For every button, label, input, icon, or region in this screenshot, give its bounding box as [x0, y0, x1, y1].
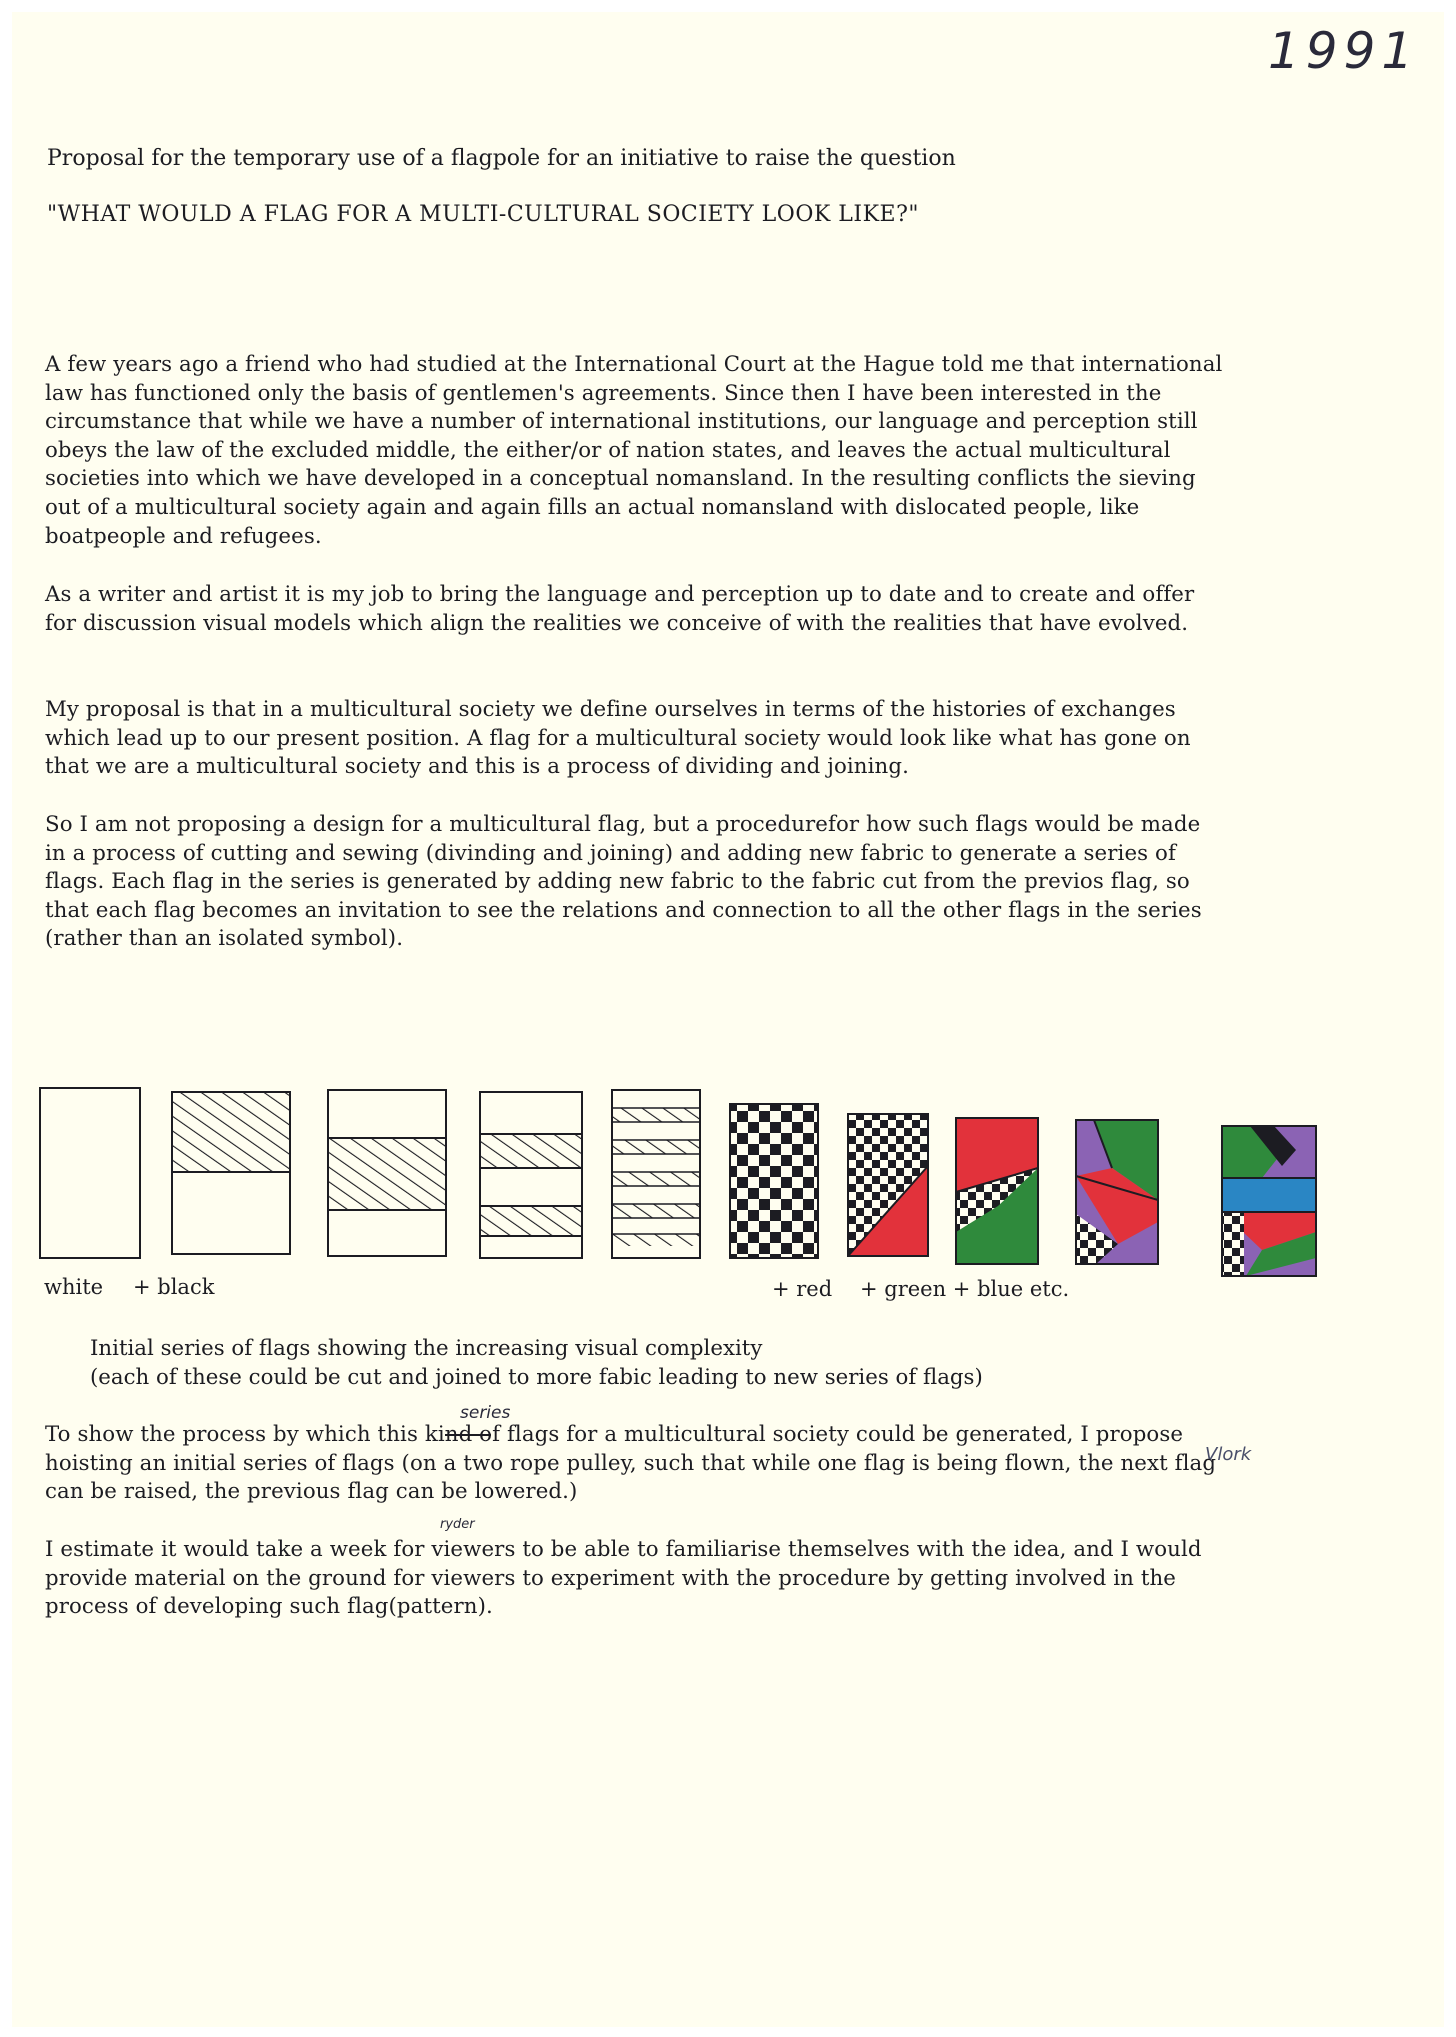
flag-4-two-bands: [480, 1092, 582, 1258]
label-green-blue: + green + blue etc.: [860, 1277, 1070, 1301]
handwritten-year: 1991: [1268, 22, 1420, 80]
paragraph-2: As a writer and artist it is my job to bring the language and perception up to date and to create and offer for discussion visual models which align the realities we conceive of with the realities that have evolved.: [45, 582, 1195, 636]
handwritten-ryder: ryder: [440, 1517, 475, 1532]
figure-caption: [90, 1334, 983, 1392]
paragraph-3: My proposal is that in a multicultural society we define ourselves in terms of the histories of exchanges which lead up to our present position. A flag for a multicultural society would look like what has gone on that we are a multicultural society and this is a process of dividing and joining.: [45, 697, 1191, 780]
flag-6-checker: [730, 1104, 818, 1258]
margin-note: Vlork: [1205, 1444, 1252, 1465]
paragraph-5: To show the process by which this kind of flags for a multicultural society could be generated, I propose hoisting an initial series of flags (on a two rope pulley, such that while one flag is being flown, the next flag can be raised, the previous flag can be lowered.): [45, 1422, 1217, 1505]
flag-2-black: [172, 1092, 290, 1254]
caption-line-1: Initial series of flags showing the increasing visual complexity: [90, 1336, 763, 1361]
caption-line-2: (each of these could be cut and joined to more fabic leading to new series of flags): [90, 1365, 983, 1390]
flag-10-multi: [1222, 1126, 1316, 1276]
proposal-intro: Proposal for the temporary use of a flagpole for an initiative to raise the question: [47, 146, 956, 171]
flag-5-stripes: [612, 1090, 700, 1258]
label-white: white: [44, 1275, 104, 1299]
paragraph-6: I estimate it would take a week for viewers to be able to familiarise themselves with the idea, and I would provide material on the ground for viewers to experiment with the procedure by getting involved in the process of developing such flag(pattern).: [45, 1537, 1202, 1620]
label-red: + red: [772, 1277, 833, 1301]
handwritten-series: series: [460, 1403, 511, 1423]
flag-3-band: [328, 1090, 446, 1256]
flag-8-red-green: [956, 1118, 1038, 1264]
flag-1-white: [40, 1088, 140, 1258]
flag-7-checker-red: [848, 1114, 928, 1256]
paragraph-4: So I am not proposing a design for a multicultural flag, but a procedurefor how such flags would be made in a process of cutting and sewing (divinding and joining) and adding new fabric to generate a series of flags. Each flag in the series is generated by adding new fabric to the fabric cut from the previos flag, so that each flag becomes an invitation to see the relations and connection to all the other flags in the series (rather than an isolated symbol).: [45, 812, 1202, 952]
proposal-question: "WHAT WOULD A FLAG FOR A MULTI-CULTURAL SOCIETY LOOK LIKE?": [47, 202, 919, 227]
flag-9-purple-green-red: [1076, 1120, 1158, 1264]
label-black: + black: [133, 1275, 215, 1299]
paragraph-1: A few years ago a friend who had studied at the International Court at the Hague told me that international law has functioned only the basis of gentlemen's agreements. Since then I have been interested in the circumstance that while we have a number of international institutions, our language and perception still obeys the law of the excluded middle, the either/or of nation states, and leaves the actual multicultural societies into which we have developed in a conceptual nomansland. In the resulting conflicts the sieving out of a multicultural society again and again fills an actual nomansland with dislocated people, like boatpeople and refugees.: [45, 352, 1223, 549]
